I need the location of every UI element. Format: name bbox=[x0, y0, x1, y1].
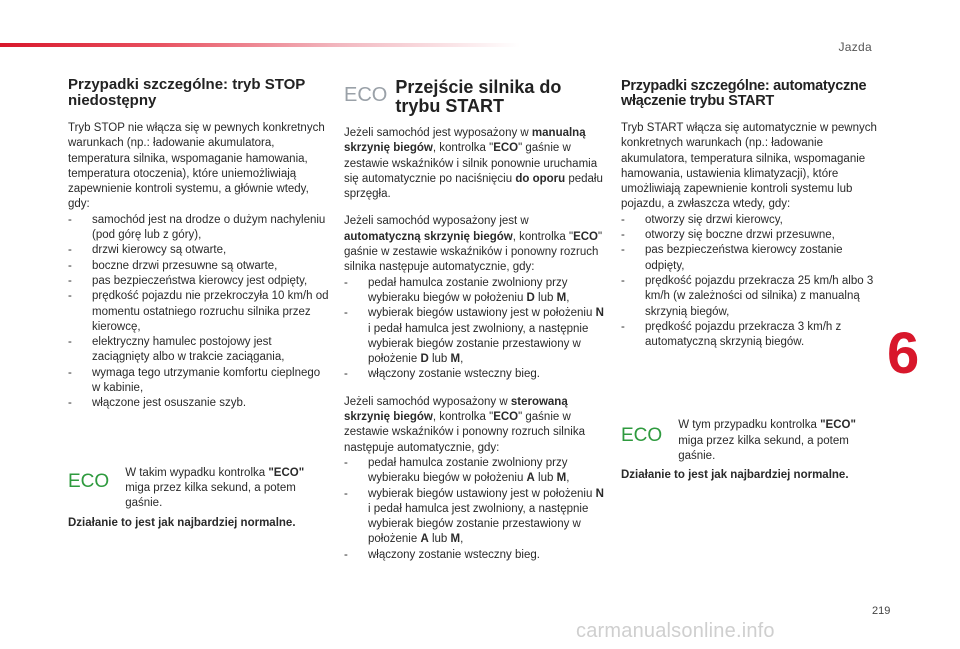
eco-note bbox=[68, 466, 330, 512]
list-item: - pas bezpieczeństwa kierowcy jest odpięty, bbox=[68, 274, 330, 289]
manual-gearbox-paragraph bbox=[344, 126, 604, 202]
text-span: lub bbox=[534, 291, 557, 304]
text-span: pedał hamulca zostanie zwolniony przy wybieraku biegów w położeniu bbox=[368, 456, 568, 485]
automatic-gearbox-paragraph bbox=[344, 214, 604, 275]
text-span: M bbox=[450, 533, 461, 546]
watermark: carmanualsonline.info bbox=[576, 620, 775, 642]
eco-note-pre: W takim wypadku kontrolka bbox=[125, 466, 269, 479]
text-span: " gaśnie w zestawie wskaźników i silnik ponownie uruchamia się automatycznie po naciśnięciu bbox=[344, 142, 598, 185]
section-heading: Przypadki szczególne: tryb STOP niedostępny bbox=[68, 76, 306, 109]
closing-note: Działanie to jest jak najbardziej normalne. bbox=[621, 469, 849, 482]
text-span: pedału sprzęgła. bbox=[344, 172, 603, 201]
text-span: , kontrolka " bbox=[512, 230, 574, 243]
text-span: , bbox=[566, 291, 570, 304]
list-item bbox=[344, 276, 604, 307]
heading-with-icon bbox=[344, 78, 604, 116]
text-span: Jeżeli samochód wyposażony w bbox=[344, 395, 511, 408]
eco-note-bold: "ECO" bbox=[268, 466, 305, 479]
intro-paragraph: Tryb START włącza się automatycznie w pewnych konkretnych warunkach (np.: ładowanie akumulatora, temperatura silnika, wspomaganie hamowania, ustawienia klimatyzacji), które umożliwiają zapewnienie kontroli systemu lub pojazdu, a zwłaszcza wtedy, gdy: bbox=[621, 122, 877, 211]
text-span: i pedał hamulca jest zwolniony, a następnie wybierak biegów zostanie przestawiony w położenie bbox=[368, 502, 589, 546]
text-span: lub bbox=[534, 472, 557, 485]
closing-note: Działanie to jest jak najbardziej normalne. bbox=[68, 516, 296, 529]
text-span: M bbox=[450, 353, 461, 366]
list-item bbox=[344, 456, 604, 487]
text-span: sterowaną skrzynię biegów bbox=[344, 395, 568, 424]
controlled-conditions-list bbox=[344, 456, 604, 563]
list-item: - włączony zostanie wsteczny bieg. bbox=[344, 548, 604, 563]
eco-note-text bbox=[125, 466, 330, 512]
eco-note-post: miga przez kilka sekund, a potem gaśnie. bbox=[125, 481, 296, 510]
section-heading: Przejście silnika do trybu START bbox=[395, 77, 562, 116]
conditions-list bbox=[621, 213, 883, 351]
text-span: i pedał hamulca jest zwolniony, a następnie wybierak biegów zostanie przestawiony w położenie bbox=[368, 322, 589, 366]
controlled-gearbox-paragraph bbox=[344, 395, 604, 456]
header-accent-bar bbox=[0, 43, 520, 47]
text-span: N bbox=[595, 487, 604, 500]
text-span: wybierak biegów ustawiony jest w położeniu bbox=[368, 487, 596, 500]
list-item: - włączony zostanie wsteczny bieg. bbox=[344, 367, 604, 382]
intro-paragraph: Tryb STOP nie włącza się w pewnych konkretnych warunkach (np.: ładowanie akumulatora, temperatura silnika, wspomaganie hamowania, temperatura otoczenia), które uniemożliwiają zapewnienie kontroli systemu, a głównie wtedy, gdy: bbox=[68, 122, 325, 211]
list-item bbox=[344, 306, 604, 367]
list-item: - boczne drzwi przesuwne są otwarte, bbox=[68, 259, 330, 274]
text-span: D bbox=[420, 353, 429, 366]
text-span: " gaśnie w zestawie wskaźników i ponowny rozruch silnika następuje automatycznie, gdy: bbox=[344, 411, 585, 454]
eco-note-pre: W tym przypadku kontrolka bbox=[678, 419, 821, 432]
list-item: - prędkość pojazdu przekracza 25 km/h albo 3 km/h (w zależności od silnika) z manualną skrzynią biegów, bbox=[621, 274, 883, 320]
section-heading: Przypadki szczególne: automatyczne włączenie trybu START bbox=[621, 78, 867, 109]
eco-heading-icon: ECO bbox=[344, 84, 388, 106]
text-span: do oporu bbox=[515, 172, 566, 185]
text-span: D bbox=[526, 291, 535, 304]
text-span: , bbox=[460, 353, 464, 366]
text-span: ECO bbox=[493, 142, 519, 155]
text-span: , bbox=[566, 472, 570, 485]
text-span: M bbox=[556, 291, 567, 304]
text-span: , bbox=[460, 533, 464, 546]
text-span: manualną skrzynię biegów bbox=[344, 127, 586, 155]
list-item: - otworzy się drzwi kierowcy, bbox=[621, 213, 883, 228]
list-item: - pas bezpieczeństwa kierowcy zostanie odpięty, bbox=[621, 243, 883, 274]
column-start-automatic bbox=[621, 79, 883, 484]
eco-note-text bbox=[678, 418, 883, 464]
text-span: A bbox=[420, 533, 429, 546]
list-item: - samochód jest na drodze o dużym nachyleniu (pod górę lub z góry), bbox=[68, 213, 330, 244]
list-item: - elektryczny hamulec postojowy jest zaciągnięty albo w trakcie zaciągania, bbox=[68, 335, 330, 366]
text-span: A bbox=[526, 472, 535, 485]
text-span: M bbox=[556, 472, 567, 485]
list-item bbox=[344, 487, 604, 548]
list-item: - prędkość pojazdu nie przekroczyła 10 km/h od momentu ostatniego rozruchu silnika przez kierowcę, bbox=[68, 289, 330, 335]
list-item: - włączone jest osuszanie szyb. bbox=[68, 396, 330, 411]
eco-indicator-icon: ECO bbox=[68, 470, 110, 492]
list-item: - otworzy się boczne drzwi przesuwne, bbox=[621, 228, 883, 243]
automatic-conditions-list bbox=[344, 276, 604, 383]
list-item: - drzwi kierowcy są otwarte, bbox=[68, 243, 330, 258]
text-span: pedał hamulca zostanie zwolniony przy wybieraku biegów w położeniu bbox=[368, 276, 568, 304]
eco-indicator-icon: ECO bbox=[621, 425, 663, 447]
column-start-mode bbox=[344, 78, 604, 563]
text-span: automatyczną skrzynię biegów bbox=[344, 230, 513, 243]
text-span: Jeżeli samochód jest wyposażony w bbox=[344, 127, 532, 139]
chapter-number: 6 bbox=[887, 321, 920, 386]
eco-note-post: miga przez kilka sekund, a potem gaśnie. bbox=[678, 434, 849, 463]
eco-note-bold: "ECO" bbox=[820, 419, 856, 432]
text-span: " gaśnie w zestawie wskaźników i ponowny rozruch silnika następuje automatycznie, gdy: bbox=[344, 230, 603, 274]
page-number: 219 bbox=[872, 605, 891, 617]
section-title: Jazda bbox=[838, 40, 872, 54]
text-span: ECO bbox=[573, 230, 598, 243]
text-span: N bbox=[595, 307, 604, 320]
text-span: wybierak biegów ustawiony jest w położeniu bbox=[368, 307, 596, 320]
text-span: ECO bbox=[493, 411, 519, 424]
text-span: lub bbox=[428, 533, 451, 546]
text-span: , kontrolka " bbox=[432, 142, 494, 155]
text-span: , kontrolka " bbox=[432, 411, 494, 424]
list-item: - wymaga tego utrzymanie komfortu cieplnego w kabinie, bbox=[68, 366, 330, 397]
text-span: Jeżeli samochód wyposażony jest w bbox=[344, 215, 529, 228]
text-span: lub bbox=[428, 353, 451, 366]
eco-note bbox=[621, 418, 883, 464]
column-stop-unavailable bbox=[68, 77, 330, 531]
list-item: - prędkość pojazdu przekracza 3 km/h z automatyczną skrzynią biegów. bbox=[621, 320, 883, 351]
conditions-list bbox=[68, 213, 330, 412]
